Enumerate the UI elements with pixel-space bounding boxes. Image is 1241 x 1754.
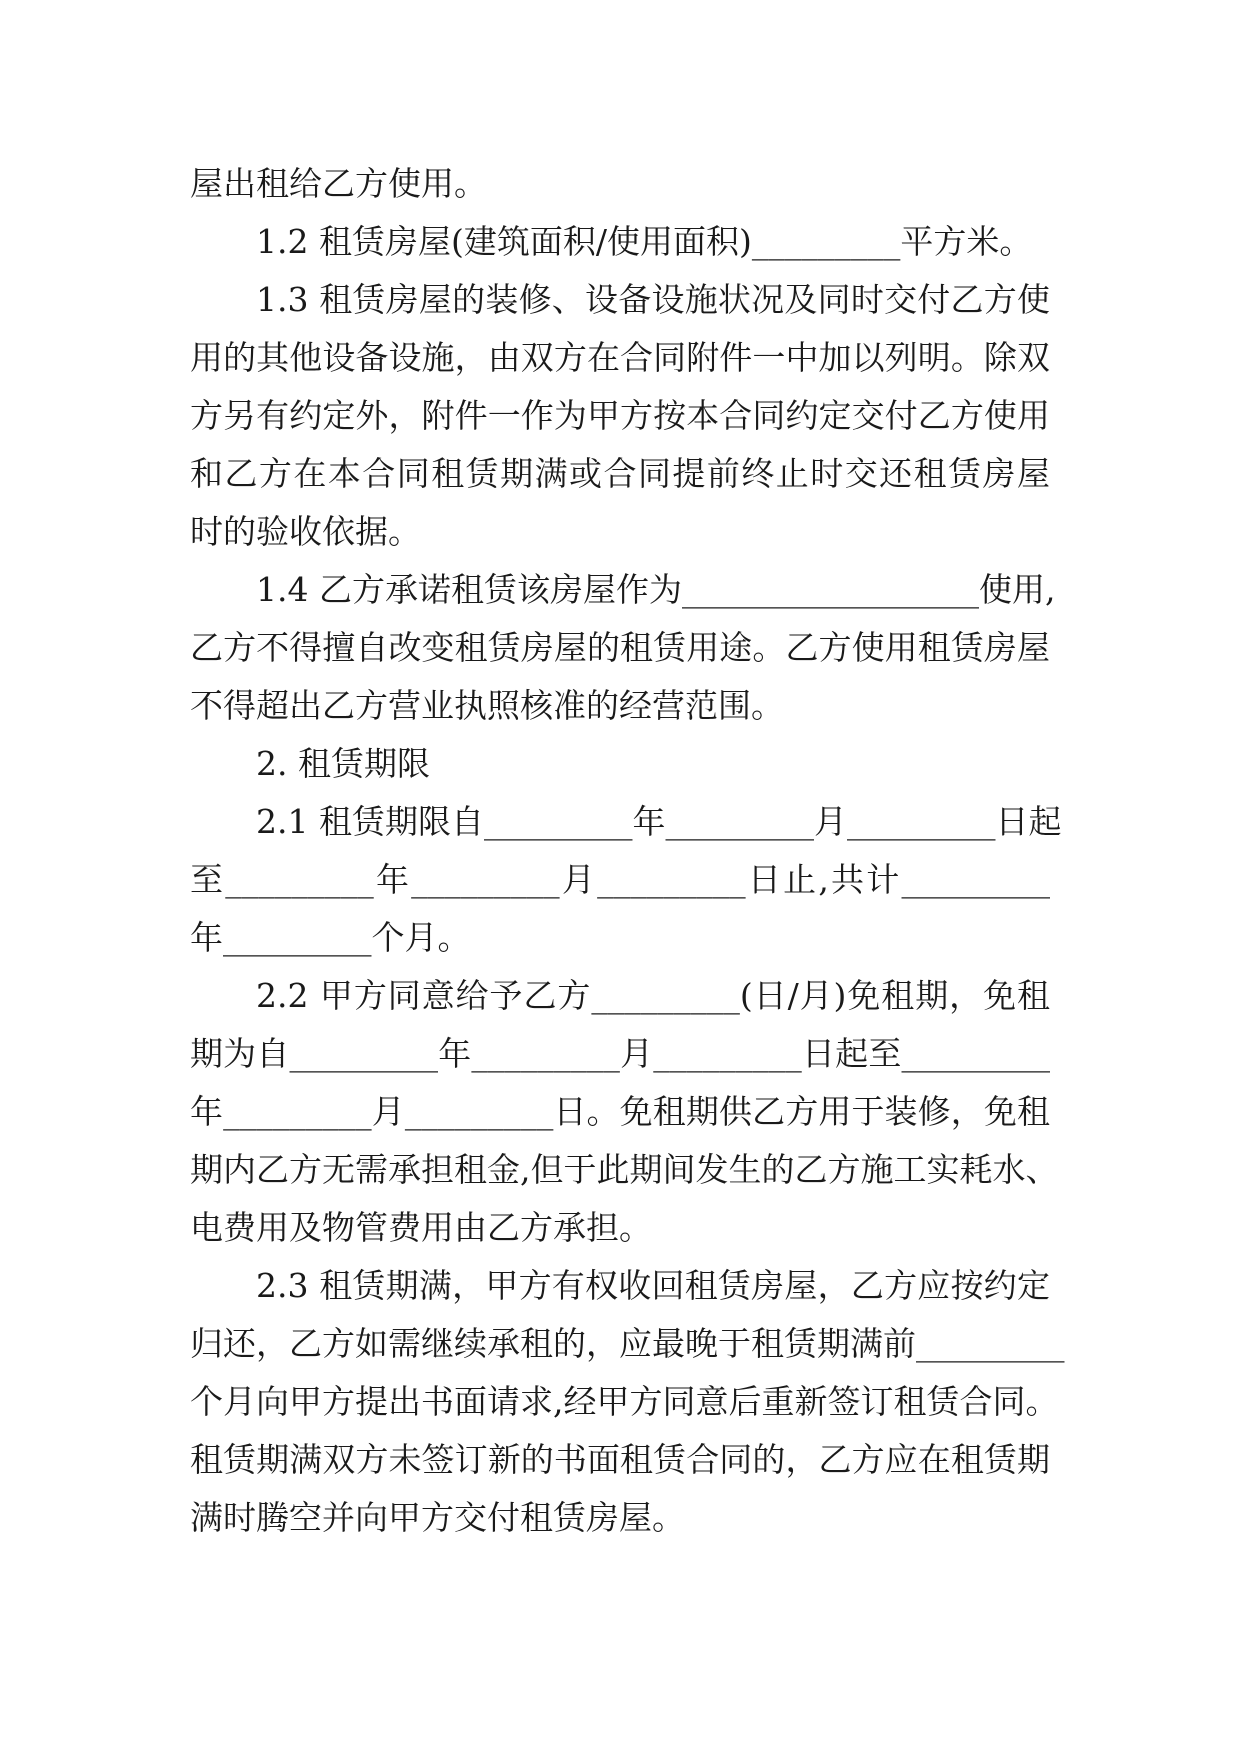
text-line: 满时腾空并向甲方交付租赁房屋。 — [190, 1498, 685, 1537]
text-line: 租赁期满双方未签订新的书面租赁合同的，乙方应在租赁期 — [190, 1440, 1050, 1479]
text-line: 乙方不得擅自改变租赁房屋的租赁用途。乙方使用租赁房屋 — [190, 628, 1050, 667]
text-line: 年_________月_________日。免租期供乙方用于装修，免租 — [190, 1092, 1050, 1131]
clause-2-3: 2.3 租赁期满，甲方有权收回租赁房屋，乙方应按约定 — [256, 1266, 1050, 1305]
text-line: 方另有约定外，附件一作为甲方按本合同约定交付乙方使用 — [190, 396, 1050, 435]
clause-1-3: 1.3 租赁房屋的装修、设备设施状况及同时交付乙方使 — [256, 280, 1050, 319]
text-line: 时的验收依据。 — [190, 512, 421, 551]
section-heading-2: 2. 租赁期限 — [256, 744, 430, 783]
text-line: 期内乙方无需承担租金,但于此期间发生的乙方施工实耗水、 — [190, 1150, 1059, 1189]
document-body — [190, 155, 1065, 1547]
text-line: 和乙方在本合同租赁期满或合同提前终止时交还租赁房屋 — [190, 454, 1050, 493]
text-line: 期为自_________年_________月_________日起至_________ — [190, 1034, 1051, 1073]
text-line: 年_________个月。 — [190, 918, 471, 957]
text-line: 屋出租给乙方使用。 — [190, 164, 487, 203]
clause-1-2: 1.2 租赁房屋(建筑面积/使用面积)_________平方米。 — [256, 222, 1033, 261]
text-line: 个月向甲方提出书面请求,经甲方同意后重新签订租赁合同。 — [190, 1382, 1059, 1421]
text-line: 用的其他设备设施，由双方在合同附件一中加以列明。除双 — [190, 338, 1050, 377]
clause-2-1: 2.1 租赁期限自_________年_________月_________日起 — [256, 802, 1062, 841]
text-line: 至_________年_________月_________日止,共计_________ — [190, 860, 1050, 899]
clause-2-2: 2.2 甲方同意给予乙方_________(日/月)免租期，免租 — [256, 976, 1050, 1015]
clause-1-4: 1.4 乙方承诺租赁该房屋作为__________________使用, — [256, 570, 1056, 609]
text-line: 不得超出乙方营业执照核准的经营范围。 — [190, 686, 784, 725]
text-line: 归还，乙方如需继续承租的，应最晚于租赁期满前_________ — [190, 1324, 1065, 1363]
text-line: 电费用及物管费用由乙方承担。 — [190, 1208, 652, 1247]
